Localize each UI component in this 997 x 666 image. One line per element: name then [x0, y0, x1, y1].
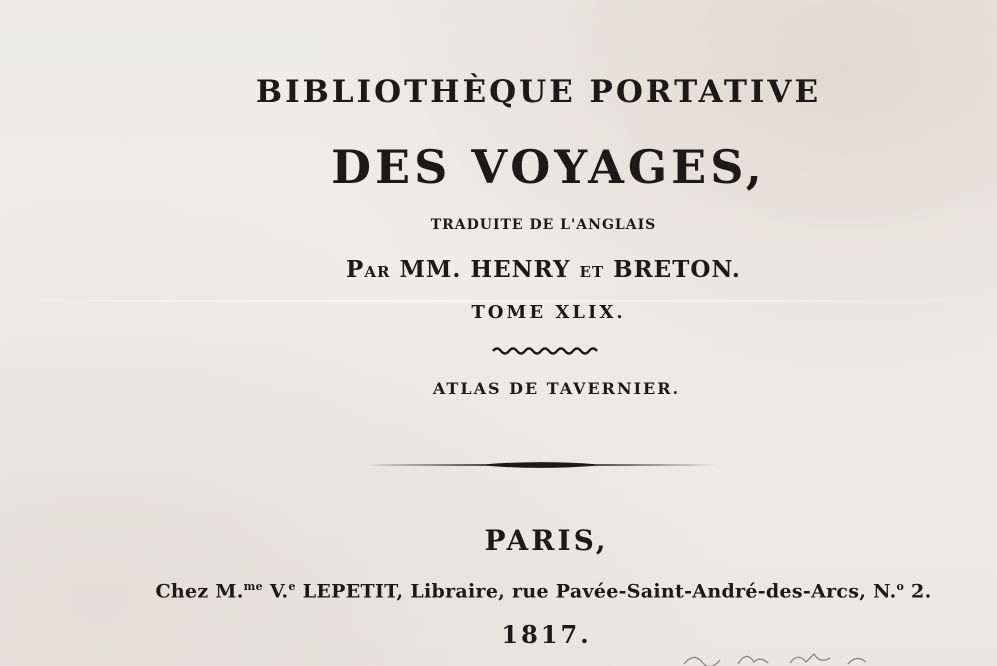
- series-title: BIBLIOTHÈQUE PORTATIVE: [255, 74, 822, 110]
- publisher-sup-3: o: [896, 580, 905, 593]
- imprint-year: 1817.: [501, 620, 592, 649]
- wavy-ornament: [491, 345, 601, 357]
- translators-line: [45, 256, 997, 283]
- imprint-city: PARIS,: [484, 524, 609, 557]
- translators-p: P: [346, 256, 365, 283]
- volume-number: TOME XLIX.: [471, 302, 626, 323]
- imprint-publisher: [45, 580, 997, 602]
- publisher-part-1: Chez M.: [155, 580, 244, 603]
- translators-names-2: BRETON.: [604, 256, 741, 283]
- translators-ar: AR: [364, 263, 391, 281]
- atlas-subtitle: ATLAS DE TAVERNIER.: [432, 379, 681, 398]
- swelled-rule: [366, 458, 716, 472]
- publisher-sup-2: e: [288, 580, 296, 593]
- translation-note: TRADUITE DE L'ANGLAIS: [430, 217, 657, 233]
- publisher-part-3: LEPETIT, Libraire, rue Pavée-Saint-André-des-Arcs, N.: [295, 580, 897, 603]
- publisher-part-2: V.: [262, 580, 289, 603]
- translators-et: ET: [579, 263, 605, 281]
- main-title: DES VOYAGES,: [331, 140, 766, 194]
- translators-names-1: MM. HENRY: [390, 256, 580, 283]
- publisher-sup-1: me: [243, 580, 263, 593]
- pencil-annotation-mark: [680, 648, 880, 666]
- publisher-part-4: 2.: [904, 580, 932, 603]
